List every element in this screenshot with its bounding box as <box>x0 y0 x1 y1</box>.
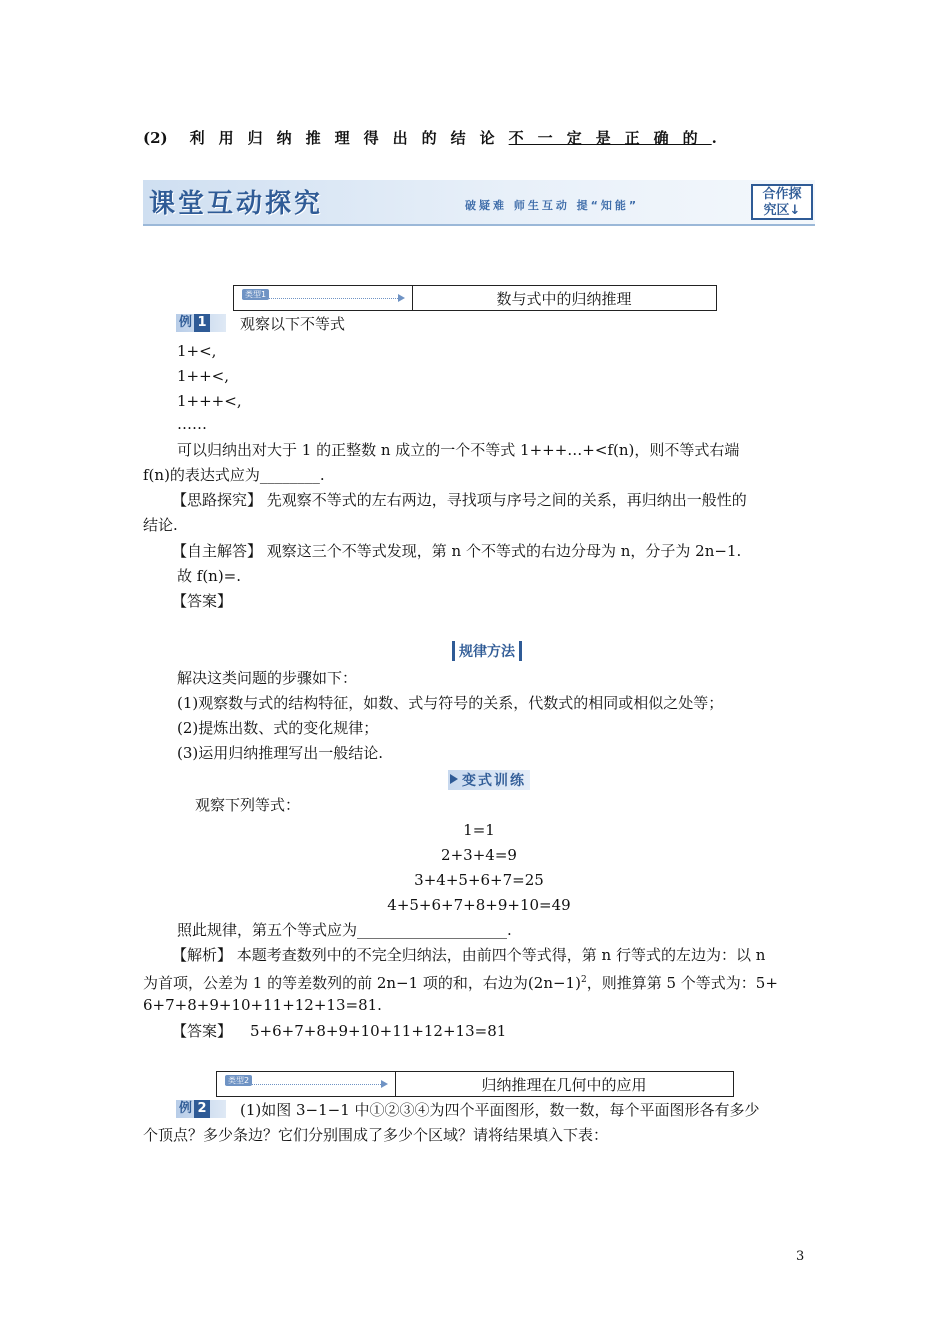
button-line-2: 究区↓ <box>763 203 801 218</box>
analysis-superscript: 2 <box>580 975 587 985</box>
topic-title: 数与式中的归纳推理 <box>496 290 632 308</box>
example2-line-1: (1)如图 3−1−1 中①②③④为四个平面图形，数一数，每个平面图形各有多少 <box>240 1101 760 1119</box>
conclusion-end: . <box>711 129 717 147</box>
analysis-text-2b: ，则推算第 5 个等式为：5+ <box>586 974 778 992</box>
badge-label-2: 例 <box>179 1101 193 1116</box>
method-step-1: (1)观察数与式的结构特征，如数、式与符号的关系，代数式的相同或相似之处等； <box>177 694 724 712</box>
arrow-line <box>242 298 402 299</box>
solve-text: 观察这三个不等式发现，第 n 个不等式的右边分母为 n，分子为 2n−1. <box>262 542 742 560</box>
ellipsis: …… <box>177 415 207 433</box>
conclusion-underlined: 不一定是正确的 <box>508 129 712 147</box>
topic-tag-area <box>234 286 413 310</box>
method-step-2: (2)提炼出数、式的变化规律； <box>177 719 379 737</box>
inequality-3: 1+++<, <box>177 392 242 410</box>
button-line-1: 合作探 <box>762 187 802 202</box>
variant-answer-line <box>172 1021 506 1041</box>
topic-title-2: 归纳推理在几何中的应用 <box>481 1076 647 1094</box>
example-badge-1 <box>176 314 226 332</box>
topic-box-1 <box>233 285 717 311</box>
topic-box-2 <box>216 1071 734 1097</box>
solve-line-2: 故 f(n)=. <box>177 567 242 585</box>
method-intro: 解决这类问题的步骤如下： <box>177 669 358 687</box>
analysis-text-1: 本题考查数列中的不完全归纳法，由前四个等式得，第 n 行等式的左边为：以 n <box>232 946 766 964</box>
method-step-3: (3)运用归纳推理写出一般结论. <box>177 744 384 762</box>
solve-line-1 <box>172 541 741 561</box>
topic-tag: 类型1 <box>242 289 269 300</box>
hint-text: 先观察不等式的左右两边，寻找项与序号之间的关系，再归纳出一般性的 <box>262 491 747 509</box>
example-badge-2 <box>176 1100 226 1118</box>
analysis-line-1 <box>172 945 765 965</box>
topic-tag-area-2 <box>217 1072 396 1096</box>
banner-title: 课堂互动探究 <box>149 189 324 219</box>
example1-lead: 观察以下不等式 <box>240 315 346 333</box>
solve-label: 【自主解答】 <box>172 542 263 560</box>
hint-label: 【思路探究】 <box>172 491 263 509</box>
variant-question: 照此规律，第五个等式应为____________________. <box>177 921 512 939</box>
method-header: 规律方法 <box>452 641 522 661</box>
equation-3: 3+4+5+6+7=25 <box>414 871 544 889</box>
arrow-head-icon-2 <box>381 1080 388 1088</box>
answer-label-2: 【答案】 <box>172 1022 233 1040</box>
hint-line-2: 结论. <box>143 516 178 534</box>
analysis-line-3: 6+7+8+9+10+11+12+13=81. <box>143 996 382 1014</box>
analysis-text-2a: 为首项，公差为 1 的等差数列的前 2n−1 项的和，右边为(2n−1) <box>143 974 581 992</box>
section-banner <box>143 180 815 226</box>
badge-number-2: 2 <box>194 1100 210 1118</box>
answer-label-1: 【答案】 <box>172 592 233 610</box>
arrow-head-icon <box>398 294 405 302</box>
banner-subtitle: 破疑难 师生互动 提“知能” <box>465 199 640 212</box>
variant-header <box>448 770 530 790</box>
hint-line-1 <box>172 490 747 510</box>
analysis-line-2 <box>143 970 778 993</box>
play-icon <box>450 774 458 784</box>
arrow-line-2 <box>225 1084 385 1085</box>
variant-header-label: 变式训练 <box>462 773 526 789</box>
example1-question-1: 可以归纳出对大于 1 的正整数 n 成立的一个不等式 1+++…+<f(n)，则不等式右端 <box>177 441 740 459</box>
conclusion-line <box>143 128 717 148</box>
example1-question-2: f(n)的表达式应为________. <box>143 466 325 484</box>
badge-label: 例 <box>179 315 193 330</box>
variant-answer: 5+6+7+8+9+10+11+12+13=81 <box>250 1022 507 1040</box>
analysis-label: 【解析】 <box>172 946 233 964</box>
page-number: 3 <box>796 1249 805 1264</box>
equation-1: 1=1 <box>463 821 495 839</box>
conclusion-text: 利用归纳推理得出的结论 <box>189 129 509 147</box>
inequality-1: 1+<, <box>177 342 217 360</box>
conclusion-prefix: (2) <box>143 129 168 147</box>
equation-2: 2+3+4=9 <box>441 846 517 864</box>
variant-lead: 观察下列等式： <box>195 796 301 814</box>
inequality-2: 1++<, <box>177 367 230 385</box>
cooperation-zone-button[interactable] <box>751 184 813 220</box>
equation-4: 4+5+6+7+8+9+10=49 <box>387 896 571 914</box>
example2-line-2: 个顶点？多少条边？它们分别围成了多少个区域？请将结果填入下表： <box>143 1126 609 1144</box>
badge-number: 1 <box>194 314 210 332</box>
topic-tag-2: 类型2 <box>225 1075 252 1086</box>
